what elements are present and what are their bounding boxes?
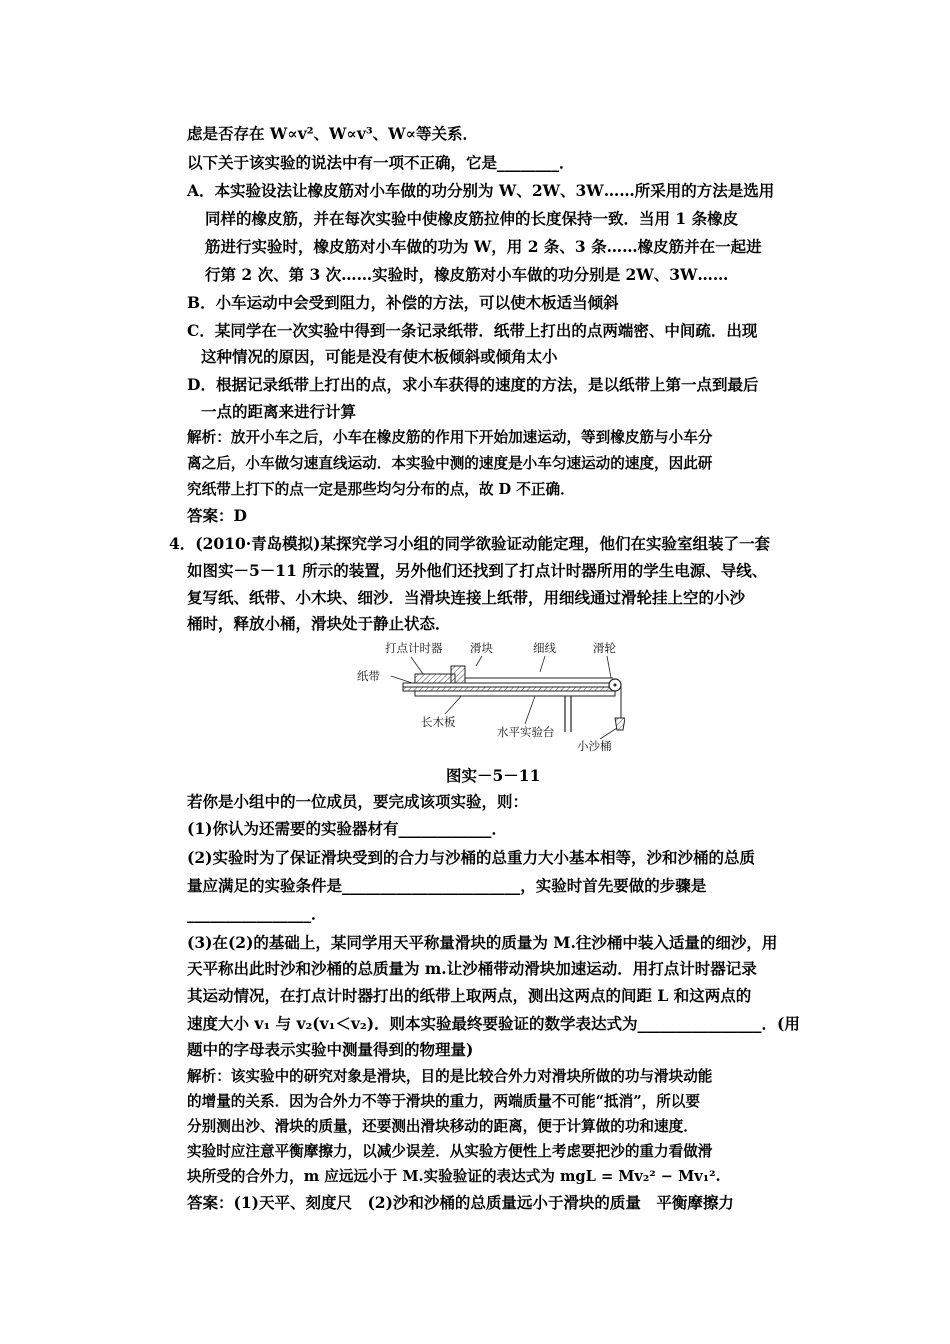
text-line-2: 以下关于该实验的说法中有一项不正确，它是________． [187,153,575,172]
slider-block [451,666,465,683]
table-top [415,691,615,696]
label-tape: 纸带 [357,669,380,683]
figure-caption: 图实－5－11 [446,766,541,785]
subquestion-3-line-5: 题中的字母表示实验中测量得到的物理量) [187,1040,474,1059]
analysis-2-line-1: 解析：该实验中的研究对象是滑块，目的是比较合外力对滑块所做的功与滑块动能 [187,1068,713,1085]
subquestion-3-line-2: 天平称出此时沙和沙桶的总质量为 m.让沙桶带动滑块加速运动．用打点计时器记录 [187,959,757,978]
answer-2: 答案：(1)天平、刻度尺 (2)沙和沙桶的总质量远小于滑块的质量 平衡摩擦力 [187,1193,734,1212]
label-thread: 细线 [533,641,556,655]
subquestion-3-line-3: 其运动情况，在打点计时器打出的纸带上取两点，测出这两点的间距 L 和这两点的 [187,986,752,1005]
analysis-1-line-2: 离之后，小车做匀速直线运动．本实验中测的速度是小车匀速运动的速度，因此研 [187,455,713,472]
subquestion-3-line-4: 速度大小 v₁ 与 v₂(v₁＜v₂)．则本实验最终要验证的数学表达式为________________．(用 [187,1014,800,1033]
option-d-line-1: D．根据记录纸带上打出的点，求小车获得的速度的方法，是以纸带上第一点到最后 [187,375,759,394]
analysis-1-line-1: 解析：放开小车之后，小车在橡皮筋的作用下开始加速运动，等到橡皮筋与小车分 [187,429,713,446]
label-board: 长木板 [421,715,456,729]
option-a-line-4: 行第 2 次、第 3 次……实验时，橡皮筋对小车做的功分别是 2W、3W…… [205,265,729,284]
subquestion-3-line-1: (3)在(2)的基础上，某同学用天平称量滑块的质量为 M.往沙桶中装入适量的细沙，用 [187,933,778,952]
subquestion-1: (1)你认为还需要的实验器材有____________． [187,819,507,838]
option-c-line-2: 这种情况的原因，可能是没有使木板倾斜或倾角太小 [201,347,558,366]
option-b: B．小车运动中会受到阻力，补偿的方法，可以使木板适当倾斜 [187,293,619,312]
subquestion-2-line-2: 量应满足的实验条件是_______________________，实验时首先要做的步骤是 [187,876,707,895]
option-a-line-2: 同样的橡皮筋，并在每次实验中使橡皮筋拉伸的长度保持一致．当用 1 条橡皮 [205,209,739,228]
apparatus-figure [355,636,625,756]
question-4-line-3: 复写纸、纸带、小木块、细沙．当滑块连接上纸带，用细线通过滑轮挂上空的小沙 [187,588,746,607]
question-4-intro: 若你是小组中的一位成员，要完成该项实验，则： [187,792,529,811]
tape-strip [403,683,613,687]
label-timer: 打点计时器 [385,641,443,655]
subquestion-2-line-1: (2)实验时为了保证滑块受到的合力与沙桶的总重力大小基本相等，沙和沙桶的总质 [187,848,755,867]
answer-1: 答案：D [187,506,247,525]
question-4-line-4: 桶时，释放小桶，滑块处于静止状态． [187,614,451,633]
long-board [403,687,613,691]
option-d-line-2: 一点的距离来进行计算 [201,402,357,421]
sand-bucket [615,718,625,730]
analysis-2-line-4: 实验时应注意平衡摩擦力，以减少误差．从实验方便性上考虑要把沙的重力看做滑 [187,1143,713,1160]
label-table: 水平实验台 [497,725,555,739]
question-4-line-1: 4．(2010·青岛模拟)某探究学习小组的同学欲验证动能定理，他们在实验室组装了一套 [169,534,770,553]
label-pulley: 滑轮 [593,641,616,655]
label-slider: 滑块 [470,641,493,655]
label-bucket: 小沙桶 [577,739,612,753]
text-line-1: 虑是否存在 W∝v²、W∝v³、W∝等关系． [187,124,478,143]
option-c-line-1: C．某同学在一次实验中得到一条记录纸带．纸带上打出的点两端密、中间疏．出现 [187,321,758,340]
analysis-1-line-3: 究纸带上打下的点一定是那些均匀分布的点，故 D 不正确． [187,481,575,498]
question-4-line-2: 如图实－5－11 所示的装置，另外他们还找到了打点计时器所用的学生电源、导线、 [187,561,768,580]
analysis-2-line-5: 块所受的合外力，m 应远远小于 M.实验验证的表达式为 mgL = Mv₂² − Mv₁². [187,1168,721,1185]
subquestion-2-line-3: ________________． [187,904,327,923]
option-a-line-3: 筋进行实验时，橡皮筋对小车做的功为 W，用 2 条、3 条……橡皮筋并在一起进 [205,237,762,256]
analysis-2-line-3: 分别测出沙、滑块的质量，还要测出滑块移动的距离，便于计算做的功和速度． [187,1118,698,1135]
timer-block [415,674,455,683]
option-a-line-1: A．本实验设法让橡皮筋对小车做的功分别为 W、2W、3W……所采用的方法是选用 [187,181,775,200]
analysis-2-line-2: 的增量的关系．因为合外力不等于滑块的重力，两端质量不可能“抵消”，所以要 [187,1093,700,1110]
